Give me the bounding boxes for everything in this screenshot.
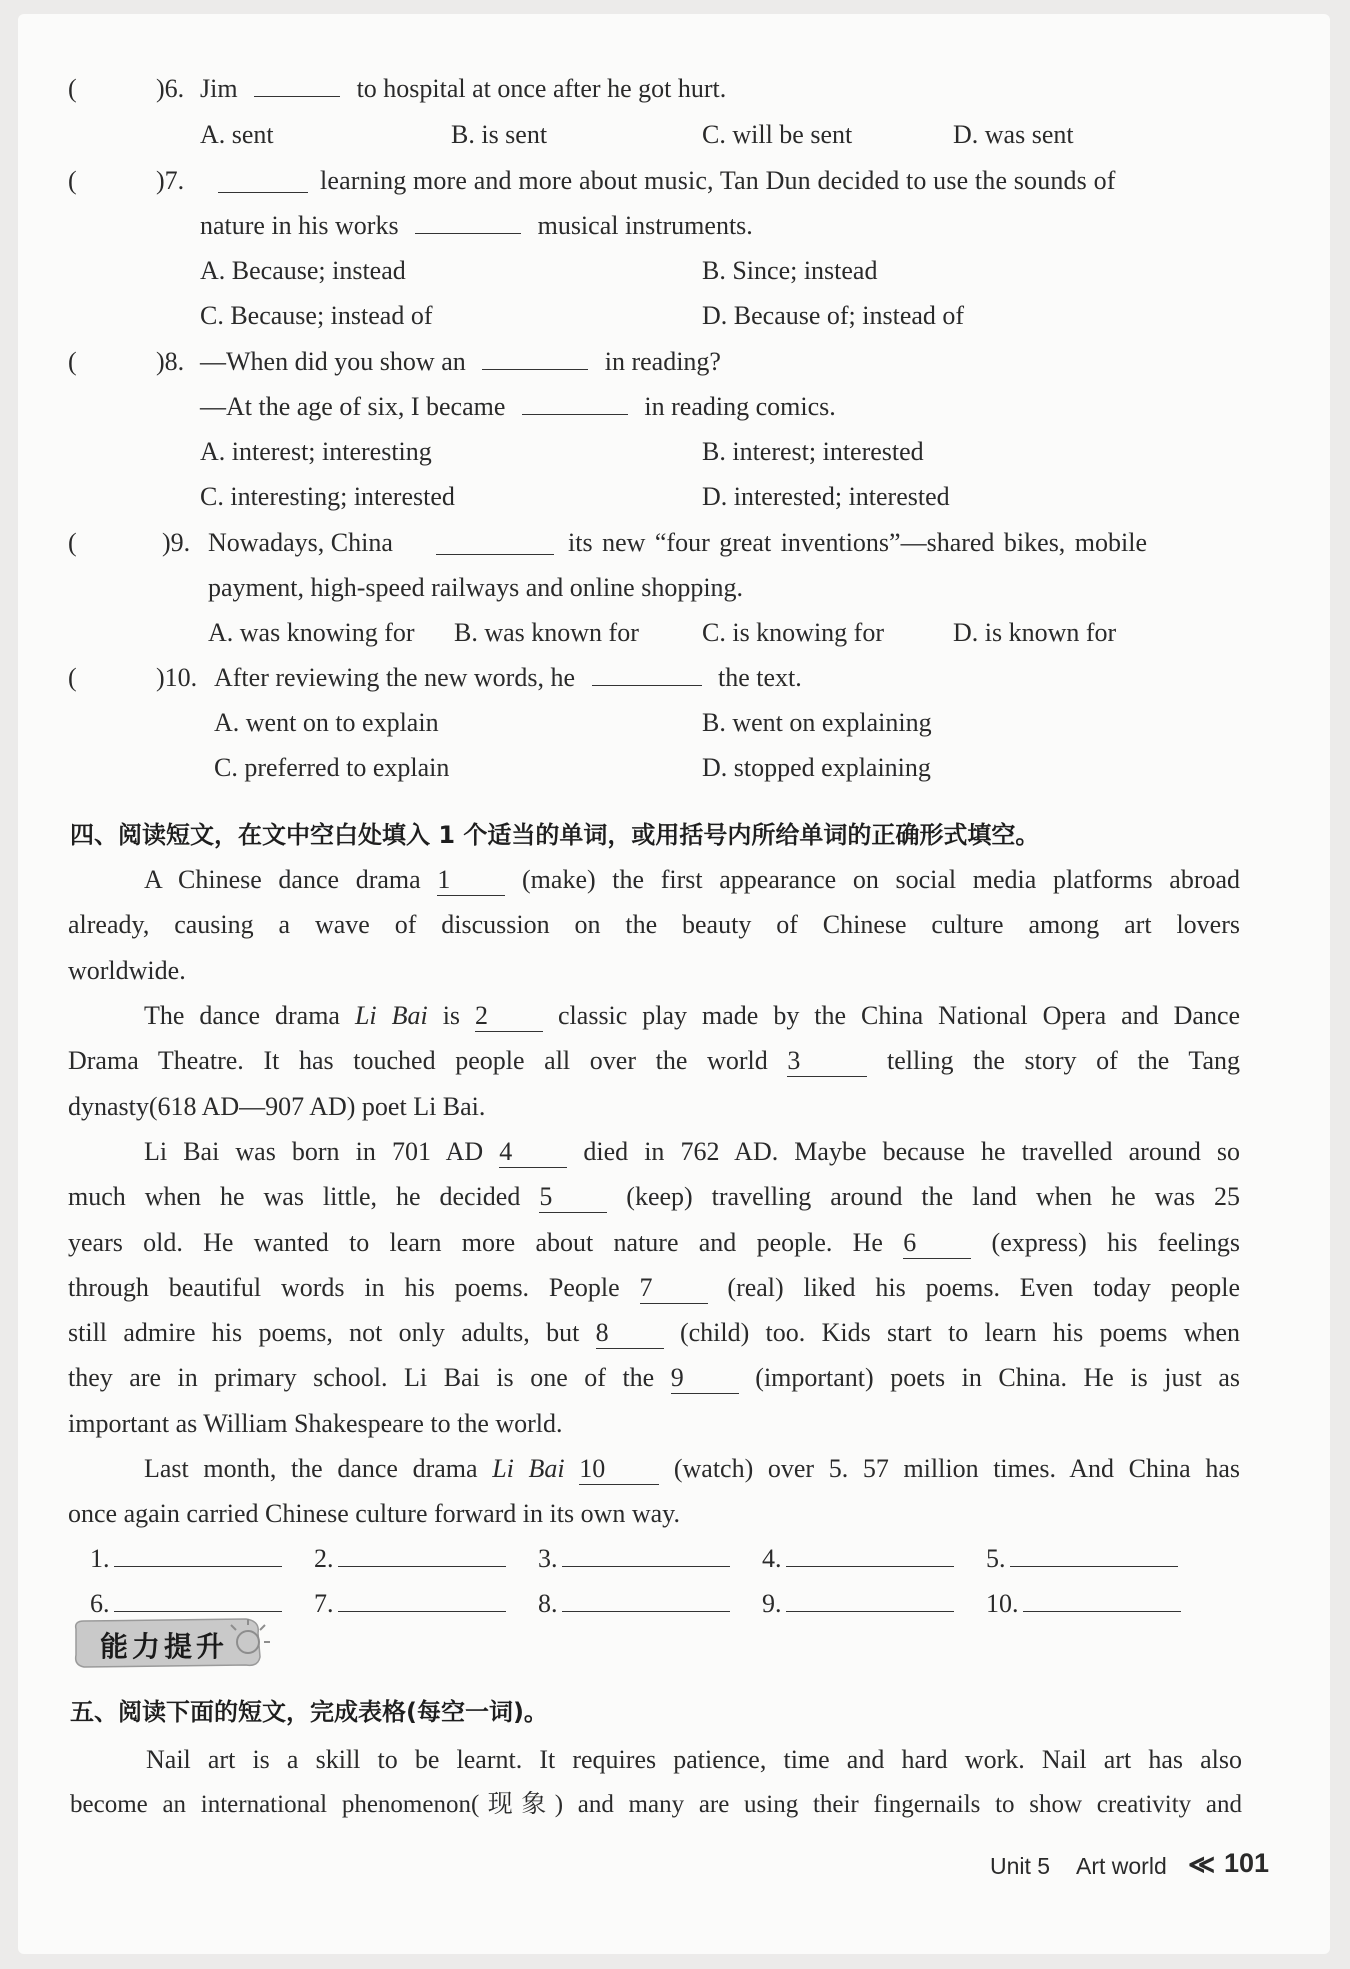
option-b: B. went on explaining	[702, 708, 932, 737]
section-5-heading: 五、阅读下面的短文，完成表格(每空一词)。	[70, 1698, 548, 1726]
question-text: its new “four great inventions”—shared bikes, mobile	[568, 528, 1148, 557]
option-c: C. Because; instead of	[200, 301, 433, 330]
option-c: C. will be sent	[702, 120, 853, 149]
answer-2[interactable]: 2.	[314, 1540, 506, 1574]
answer-blank[interactable]	[218, 168, 308, 193]
option-a: A. interest; interesting	[200, 437, 432, 466]
passage-paragraph-3: Li Bai was born in 701 AD 4 died in 762 AD. Maybe because he travelled around so much when he was little, he decided 5 (keep) travelling around the land when he was 25 years old. He wanted to learn more about nature and people. He 6 (express) his feelings through beautiful words in his poems. People 7 (real) liked his poems. Even today people still admire his poems, not only adults, but 8 (child) too. Kids start to learn his poems when they are in primary school. Li Bai is one of the 9 (important) poets in China. He is just as important as William Shakespeare to the world.	[68, 1137, 1241, 1438]
answer-blank[interactable]	[415, 209, 521, 234]
gap-6: 6	[903, 1228, 971, 1259]
gap-10: 10	[579, 1454, 659, 1485]
answer-paren: (	[68, 528, 77, 557]
answer-blank[interactable]	[436, 530, 554, 555]
option-b: B. Since; instead	[702, 256, 878, 285]
gap-9: 9	[671, 1363, 739, 1394]
option-d: D. stopped explaining	[702, 753, 931, 782]
options-10-row1	[0, 700, 1350, 745]
answer-7[interactable]: 7.	[314, 1585, 506, 1619]
passage-paragraph-1: A Chinese dance drama 1 (make) the first appearance on social media platforms abroad already, causing a wave of discussion on the beauty of Chinese culture among art lovers worldwide.	[68, 865, 1241, 985]
answer-paren: (	[68, 347, 77, 376]
question-9-line2	[0, 565, 1350, 610]
option-d: D. Because of; instead of	[702, 301, 965, 330]
answer-paren: (	[68, 74, 77, 103]
gap-7: 7	[640, 1273, 708, 1304]
question-text: learning more and more about music, Tan Dun decided to use the sounds of	[320, 166, 1116, 195]
question-9	[0, 520, 1350, 565]
option-b: B. interest; interested	[702, 437, 924, 466]
question-text: musical instruments.	[537, 211, 753, 240]
answer-blank[interactable]	[254, 72, 340, 97]
answer-blank[interactable]	[522, 390, 628, 415]
gap-5: 5	[539, 1182, 607, 1213]
question-number: )8.	[156, 347, 185, 376]
option-d: D. was sent	[953, 120, 1074, 149]
answer-blank[interactable]	[592, 661, 702, 686]
question-text: in reading comics.	[644, 392, 836, 421]
chevron-left-icon: ≪	[1188, 1849, 1216, 1879]
answer-paren: (	[68, 663, 77, 692]
question-number: )9.	[162, 528, 191, 557]
answer-blank[interactable]	[482, 345, 588, 370]
question-7-line2	[0, 203, 1350, 248]
drama-title: Li Bai	[492, 1454, 565, 1483]
option-a: A. was knowing for	[208, 618, 415, 647]
answer-3[interactable]: 3.	[538, 1540, 730, 1574]
section-4-heading: 四、阅读短文，在文中空白处填入 1 个适当的单词，或用括号内所给单词的正确形式填空。	[70, 821, 1040, 849]
section-banner-label: 能力提升	[100, 1630, 229, 1663]
answer-6[interactable]: 6.	[90, 1585, 282, 1619]
question-10	[0, 655, 1350, 700]
option-b: B. is sent	[451, 120, 548, 149]
page-number: 101	[1224, 1848, 1270, 1878]
question-8-line2	[0, 384, 1350, 429]
option-a: A. went on to explain	[214, 708, 439, 737]
options-10-row2	[0, 745, 1350, 790]
answer-5[interactable]: 5.	[986, 1540, 1178, 1574]
answer-8[interactable]: 8.	[538, 1585, 730, 1619]
question-number: )6.	[156, 74, 185, 103]
options-7-row1	[0, 248, 1350, 293]
options-9	[0, 610, 1350, 655]
option-c: C. preferred to explain	[214, 753, 450, 782]
options-6	[0, 112, 1350, 157]
question-8	[0, 339, 1350, 384]
options-7-row2	[0, 293, 1350, 338]
question-7	[0, 158, 1350, 203]
option-c: C. interesting; interested	[200, 482, 455, 511]
answer-paren: (	[68, 166, 77, 195]
answer-4[interactable]: 4.	[762, 1540, 954, 1574]
footer-unit: Unit 5	[990, 1853, 1051, 1879]
options-8-row2	[0, 474, 1350, 519]
question-text: in reading?	[604, 347, 721, 376]
question-text: nature in his works	[200, 211, 399, 240]
gap-1: 1	[437, 865, 505, 896]
question-text: to hospital at once after he got hurt.	[356, 74, 727, 103]
question-text: —When did you show an	[200, 347, 466, 376]
question-number: )10.	[156, 663, 198, 692]
answer-1[interactable]: 1.	[90, 1540, 282, 1574]
question-text: Nowadays, China	[208, 528, 393, 557]
passage-section-5: Nail art is a skill to be learnt. It requires patience, time and hard work. Nail art has also become an international phenomenon(现象) and many are using their fingernails to show creativity and	[70, 1745, 1242, 1819]
passage-paragraph-4: Last month, the dance drama Li Bai 10 (watch) over 5. 57 million times. And China has once again carried Chinese culture forward in its own way.	[68, 1454, 1240, 1529]
question-text: —At the age of six, I became	[200, 392, 506, 421]
option-d: D. interested; interested	[702, 482, 950, 511]
gap-2: 2	[475, 1001, 543, 1032]
option-d: D. is known for	[953, 618, 1117, 647]
gap-3: 3	[787, 1046, 867, 1077]
question-text: the text.	[718, 663, 802, 692]
drama-title: Li Bai	[354, 1001, 428, 1030]
question-text: After reviewing the new words, he	[214, 663, 575, 692]
option-c: C. is knowing for	[702, 618, 884, 647]
gap-8: 8	[596, 1318, 664, 1349]
question-6	[0, 66, 1350, 111]
footer-title: Art world	[1076, 1853, 1167, 1879]
option-a: A. Because; instead	[200, 256, 406, 285]
option-a: A. sent	[200, 120, 274, 149]
answer-10[interactable]: 10.	[986, 1585, 1181, 1619]
question-text: Jim	[200, 74, 238, 103]
answer-9[interactable]: 9.	[762, 1585, 954, 1619]
option-b: B. was known for	[454, 618, 639, 647]
question-text: payment, high-speed railways and online shopping.	[208, 573, 744, 602]
question-number: )7.	[156, 166, 185, 195]
passage-paragraph-2: The dance drama Li Bai is 2 classic play made by the China National Opera and Dance Drama Theatre. It has touched people all over the world 3 telling the story of the Tang dynasty(618 AD—907 AD) poet Li Bai.	[68, 1001, 1241, 1121]
options-8-row1	[0, 429, 1350, 474]
gap-4: 4	[499, 1137, 567, 1168]
